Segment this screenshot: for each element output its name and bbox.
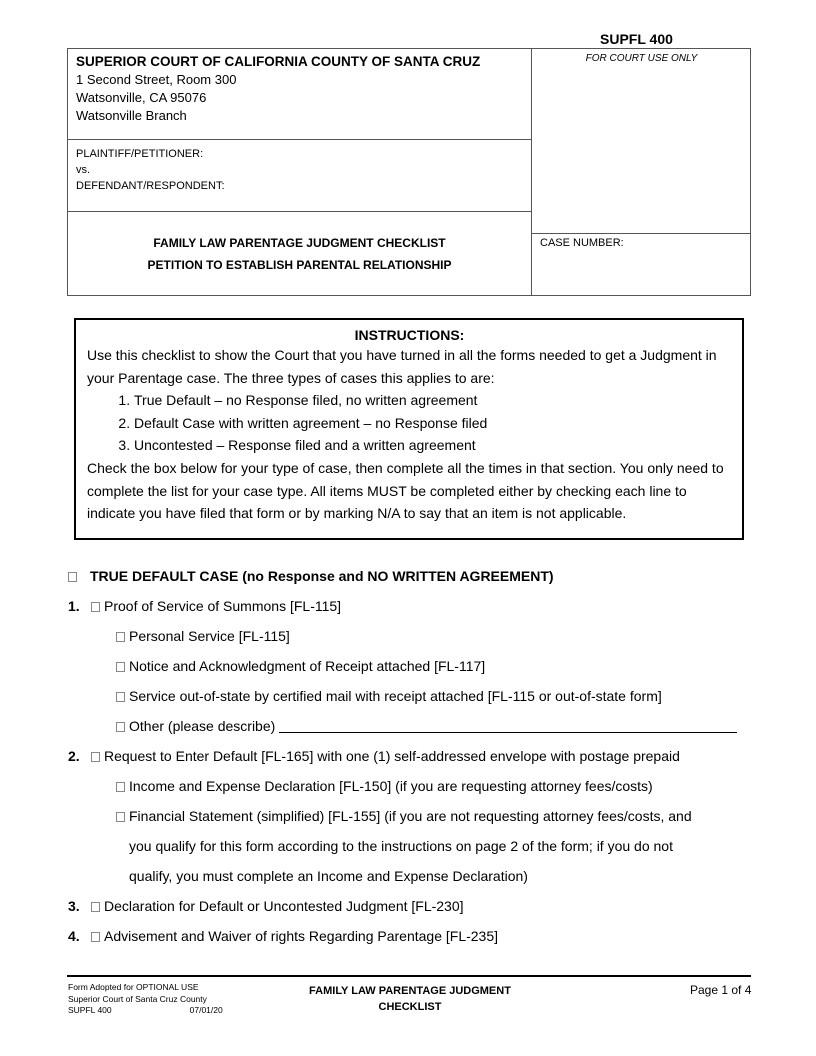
subitem-label: Financial Statement (simplified) [FL-155] (if you are not requesting attorney fees/costs, and [129, 808, 692, 824]
caption-right [532, 49, 751, 295]
case-type-item: 2. Default Case with written agreement – no Response filed [134, 412, 732, 435]
subitem-label: Income and Expense Declaration [FL-150] (if you are requesting attorney fees/costs) [129, 778, 653, 794]
parties-block[interactable] [68, 139, 531, 211]
footer-date: 07/01/20 [189, 1005, 223, 1015]
checklist-subitem [116, 718, 737, 734]
page-number: Page 1 of 4 [690, 983, 752, 997]
checklist-subitem [116, 628, 290, 644]
footer-code-date [68, 1005, 223, 1017]
item-label: Proof of Service of Summons [FL-115] [104, 598, 342, 614]
footer-title [298, 983, 522, 1015]
instructions-intro: Use this checklist to show the Court that you have turned in all the forms needed to get a Judgment in your Parentage case. The three types of cases this applies to are: [87, 347, 717, 386]
footer-court: Superior Court of Santa Cruz County [68, 993, 207, 1004]
case-number-label: CASE NUMBER: [540, 237, 624, 249]
checkbox[interactable] [91, 752, 100, 762]
versus-label: vs. [76, 164, 91, 176]
item-label: Declaration for Default or Uncontested Judgment [FL-230] [104, 898, 464, 914]
item-label: Advisement and Waiver of rights Regarding Parentage [FL-235] [104, 928, 499, 944]
caption-box [67, 48, 751, 296]
footer-divider [67, 975, 751, 977]
checklist-item [91, 598, 341, 614]
instructions-box [74, 318, 744, 540]
court-info [76, 53, 480, 125]
footer-title-line1: FAMILY LAW PARENTAGE JUDGMENT [309, 985, 511, 997]
checkbox[interactable] [91, 902, 100, 912]
checklist-item [91, 928, 498, 944]
checkbox[interactable] [116, 662, 125, 672]
item-number: 4. [68, 928, 80, 944]
footer-code: SUPFL 400 [68, 1005, 112, 1015]
instructions-outro: Check the box below for your type of case, then complete all the times in that section. You only need to complete the list for your case type. All items MUST be completed either by checking each line to indicate you have filed that form or by marking N/A to say that an item is not applicable. [87, 459, 724, 522]
checkbox[interactable] [116, 722, 125, 732]
checkbox[interactable] [91, 932, 100, 942]
form-title [68, 211, 531, 297]
instructions-heading: INSTRUCTIONS: [354, 327, 465, 343]
plaintiff-label: PLAINTIFF/PETITIONER: [76, 148, 204, 160]
footer-left [68, 982, 223, 1017]
form-number: SUPFL 400 [600, 31, 673, 47]
checkbox[interactable] [116, 692, 125, 702]
subitem-label: Notice and Acknowledgment of Receipt attached [FL-117] [129, 658, 486, 674]
checkbox[interactable] [116, 632, 125, 642]
checklist-subitem [116, 808, 692, 824]
true-default-case-heading [68, 568, 554, 584]
case-type-list [87, 389, 732, 457]
checklist-item [91, 748, 680, 764]
court-address-line2: Watsonville, CA 95076 [76, 90, 207, 105]
footer-title-line2: CHECKLIST [378, 1001, 442, 1013]
checklist-subitem [116, 778, 653, 794]
subitem-continuation: qualify, you must complete an Income and Expense Declaration) [129, 868, 528, 884]
item-label: Request to Enter Default [FL-165] with one (1) self-addressed envelope with postage prepaid [104, 748, 680, 764]
court-branch: Watsonville Branch [76, 108, 187, 123]
case-number-field[interactable] [532, 233, 751, 297]
other-description-field[interactable] [279, 732, 737, 733]
checkbox[interactable] [116, 782, 125, 792]
subitem-label: Service out-of-state by certified mail with receipt attached [FL-115 or out-of-state form] [129, 688, 662, 704]
court-use-only-label: FOR COURT USE ONLY [585, 53, 698, 64]
case-type-item: 3. Uncontested – Response filed and a written agreement [134, 434, 732, 457]
item-number: 1. [68, 598, 80, 614]
form-title-line2: PETITION TO ESTABLISH PARENTAL RELATIONSHIP [147, 258, 452, 272]
case-type-item: 1. True Default – no Response filed, no written agreement [134, 389, 732, 412]
section-heading-text: TRUE DEFAULT CASE (no Response and NO WRITTEN AGREEMENT) [90, 568, 554, 584]
subitem-continuation: you qualify for this form according to the instructions on page 2 of the form; if you do not [129, 838, 673, 854]
item-number: 2. [68, 748, 80, 764]
court-address-line1: 1 Second Street, Room 300 [76, 72, 237, 87]
subitem-label: Personal Service [FL-115] [129, 628, 290, 644]
checkbox[interactable] [91, 602, 100, 612]
caption-left [68, 49, 532, 295]
checklist-subitem [116, 658, 485, 674]
checklist-subitem [116, 688, 662, 704]
item-number: 3. [68, 898, 80, 914]
subitem-label: Other (please describe) [129, 718, 276, 734]
form-title-line1: FAMILY LAW PARENTAGE JUDGMENT CHECKLIST [153, 236, 446, 250]
court-name: SUPERIOR COURT OF CALIFORNIA COUNTY OF SANTA CRUZ [76, 54, 481, 69]
true-default-case-checkbox[interactable] [68, 572, 77, 582]
checkbox[interactable] [116, 812, 125, 822]
defendant-label: DEFENDANT/RESPONDENT: [76, 180, 225, 192]
checklist-item [91, 898, 464, 914]
footer-adopted: Form Adopted for OPTIONAL USE [68, 982, 199, 992]
